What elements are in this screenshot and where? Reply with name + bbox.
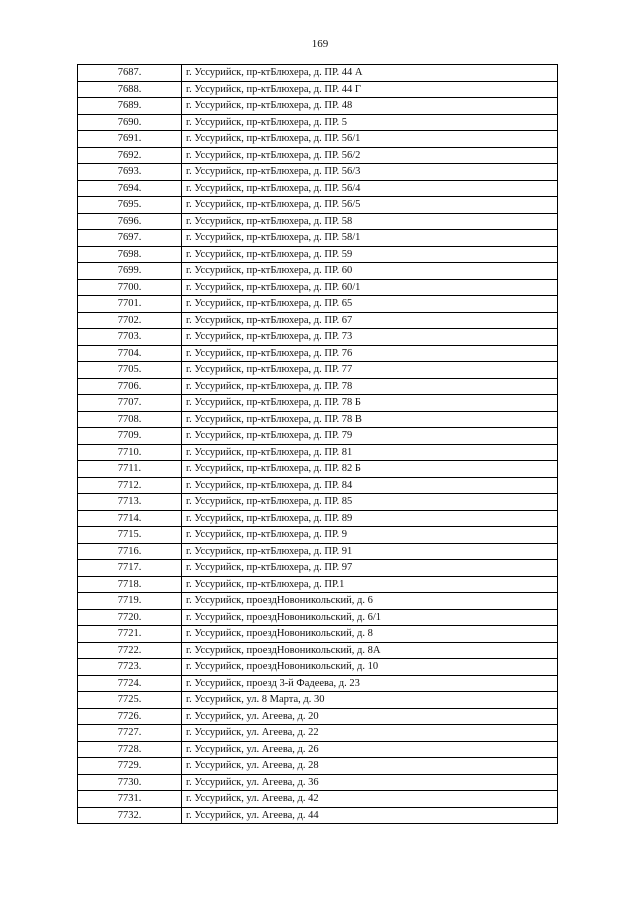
row-number: 7714. [78,510,182,527]
table-row [78,461,558,478]
row-number: 7718. [78,576,182,593]
table-row [78,114,558,131]
row-number: 7698. [78,246,182,263]
row-address: г. Уссурийск, ул. 8 Марта, д. 30 [182,692,558,709]
table-row [78,741,558,758]
table-row [78,593,558,610]
row-address: г. Уссурийск, ул. Агеева, д. 22 [182,725,558,742]
row-number: 7696. [78,213,182,230]
table-row [78,626,558,643]
row-address: г. Уссурийск, проездНовоникольский, д. 8А [182,642,558,659]
row-number: 7690. [78,114,182,131]
row-address: г. Уссурийск, пр-ктБлюхера, д. ПР. 77 [182,362,558,379]
row-address: г. Уссурийск, пр-ктБлюхера, д. ПР. 78 В [182,411,558,428]
row-number: 7702. [78,312,182,329]
row-number: 7728. [78,741,182,758]
table-row [78,774,558,791]
table-row [78,180,558,197]
row-number: 7691. [78,131,182,148]
table-row [78,758,558,775]
table-row [78,428,558,445]
row-number: 7688. [78,81,182,98]
table-row [78,98,558,115]
row-number: 7689. [78,98,182,115]
row-address: г. Уссурийск, пр-ктБлюхера, д. ПР. 60/1 [182,279,558,296]
row-number: 7721. [78,626,182,643]
row-address: г. Уссурийск, пр-ктБлюхера, д. ПР. 58 [182,213,558,230]
table-row [78,675,558,692]
row-number: 7693. [78,164,182,181]
row-address: г. Уссурийск, пр-ктБлюхера, д. ПР. 56/3 [182,164,558,181]
table-row [78,246,558,263]
row-address: г. Уссурийск, пр-ктБлюхера, д. ПР. 76 [182,345,558,362]
row-number: 7709. [78,428,182,445]
row-address: г. Уссурийск, пр-ктБлюхера, д. ПР. 5 [182,114,558,131]
table-row [78,279,558,296]
table-row [78,197,558,214]
row-address: г. Уссурийск, пр-ктБлюхера, д. ПР. 65 [182,296,558,313]
table-row [78,345,558,362]
row-number: 7694. [78,180,182,197]
table-row [78,725,558,742]
row-number: 7722. [78,642,182,659]
table-row [78,263,558,280]
table-row [78,807,558,824]
table-row [78,147,558,164]
row-number: 7710. [78,444,182,461]
row-address: г. Уссурийск, пр-ктБлюхера, д. ПР. 56/2 [182,147,558,164]
row-number: 7732. [78,807,182,824]
row-address: г. Уссурийск, пр-ктБлюхера, д. ПР. 60 [182,263,558,280]
table-row [78,213,558,230]
table-row [78,411,558,428]
row-number: 7711. [78,461,182,478]
row-number: 7687. [78,65,182,82]
table-row [78,477,558,494]
row-number: 7723. [78,659,182,676]
row-address: г. Уссурийск, пр-ктБлюхера, д. ПР. 97 [182,560,558,577]
row-address: г. Уссурийск, ул. Агеева, д. 42 [182,791,558,808]
row-number: 7726. [78,708,182,725]
row-address: г. Уссурийск, пр-ктБлюхера, д. ПР. 82 Б [182,461,558,478]
row-address: г. Уссурийск, пр-ктБлюхера, д. ПР. 44 Г [182,81,558,98]
table-row [78,791,558,808]
table-row [78,527,558,544]
row-number: 7692. [78,147,182,164]
row-number: 7716. [78,543,182,560]
row-number: 7701. [78,296,182,313]
table-row [78,65,558,82]
table-row [78,494,558,511]
table-row [78,543,558,560]
table-row [78,131,558,148]
table-row [78,576,558,593]
row-number: 7725. [78,692,182,709]
row-number: 7700. [78,279,182,296]
row-number: 7715. [78,527,182,544]
row-address: г. Уссурийск, проездНовоникольский, д. 6 [182,593,558,610]
row-address: г. Уссурийск, пр-ктБлюхера, д. ПР. 44 А [182,65,558,82]
row-address: г. Уссурийск, пр-ктБлюхера, д. ПР. 59 [182,246,558,263]
row-address: г. Уссурийск, ул. Агеева, д. 20 [182,708,558,725]
row-address: г. Уссурийск, ул. Агеева, д. 26 [182,741,558,758]
row-address: г. Уссурийск, проездНовоникольский, д. 6/1 [182,609,558,626]
table-row [78,708,558,725]
row-number: 7705. [78,362,182,379]
row-address: г. Уссурийск, пр-ктБлюхера, д. ПР. 85 [182,494,558,511]
row-address: г. Уссурийск, пр-ктБлюхера, д. ПР. 91 [182,543,558,560]
row-address: г. Уссурийск, ул. Агеева, д. 36 [182,774,558,791]
row-address: г. Уссурийск, пр-ктБлюхера, д. ПР. 89 [182,510,558,527]
row-number: 7720. [78,609,182,626]
row-number: 7730. [78,774,182,791]
row-number: 7697. [78,230,182,247]
row-number: 7719. [78,593,182,610]
table-row [78,362,558,379]
row-number: 7713. [78,494,182,511]
row-address: г. Уссурийск, ул. Агеева, д. 44 [182,807,558,824]
table-row [78,378,558,395]
table-row [78,659,558,676]
table-row [78,329,558,346]
address-table [77,64,558,824]
row-address: г. Уссурийск, проездНовоникольский, д. 10 [182,659,558,676]
row-address: г. Уссурийск, пр-ктБлюхера, д. ПР. 56/1 [182,131,558,148]
table-row [78,692,558,709]
row-address: г. Уссурийск, пр-ктБлюхера, д. ПР.1 [182,576,558,593]
row-number: 7708. [78,411,182,428]
row-address: г. Уссурийск, пр-ктБлюхера, д. ПР. 79 [182,428,558,445]
table-row [78,642,558,659]
row-address: г. Уссурийск, пр-ктБлюхера, д. ПР. 67 [182,312,558,329]
table-row [78,395,558,412]
row-address: г. Уссурийск, пр-ктБлюхера, д. ПР. 81 [182,444,558,461]
row-number: 7699. [78,263,182,280]
row-address: г. Уссурийск, проезд 3-й Фадеева, д. 23 [182,675,558,692]
row-number: 7731. [78,791,182,808]
table-row [78,81,558,98]
row-address: г. Уссурийск, пр-ктБлюхера, д. ПР. 9 [182,527,558,544]
row-number: 7712. [78,477,182,494]
row-number: 7724. [78,675,182,692]
table-row [78,312,558,329]
address-table-body [78,65,558,824]
row-number: 7717. [78,560,182,577]
row-address: г. Уссурийск, пр-ктБлюхера, д. ПР. 48 [182,98,558,115]
row-address: г. Уссурийск, пр-ктБлюхера, д. ПР. 78 [182,378,558,395]
row-address: г. Уссурийск, пр-ктБлюхера, д. ПР. 84 [182,477,558,494]
row-address: г. Уссурийск, пр-ктБлюхера, д. ПР. 56/5 [182,197,558,214]
table-row [78,609,558,626]
row-number: 7704. [78,345,182,362]
row-address: г. Уссурийск, пр-ктБлюхера, д. ПР. 73 [182,329,558,346]
row-number: 7703. [78,329,182,346]
row-number: 7729. [78,758,182,775]
row-address: г. Уссурийск, пр-ктБлюхера, д. ПР. 56/4 [182,180,558,197]
row-number: 7695. [78,197,182,214]
page-number: 169 [311,38,329,50]
table-row [78,560,558,577]
table-row [78,230,558,247]
table-row [78,164,558,181]
row-number: 7707. [78,395,182,412]
table-row [78,296,558,313]
table-row [78,510,558,527]
row-address: г. Уссурийск, пр-ктБлюхера, д. ПР. 78 Б [182,395,558,412]
row-number: 7706. [78,378,182,395]
row-address: г. Уссурийск, пр-ктБлюхера, д. ПР. 58/1 [182,230,558,247]
row-number: 7727. [78,725,182,742]
row-address: г. Уссурийск, ул. Агеева, д. 28 [182,758,558,775]
table-row [78,444,558,461]
row-address: г. Уссурийск, проездНовоникольский, д. 8 [182,626,558,643]
